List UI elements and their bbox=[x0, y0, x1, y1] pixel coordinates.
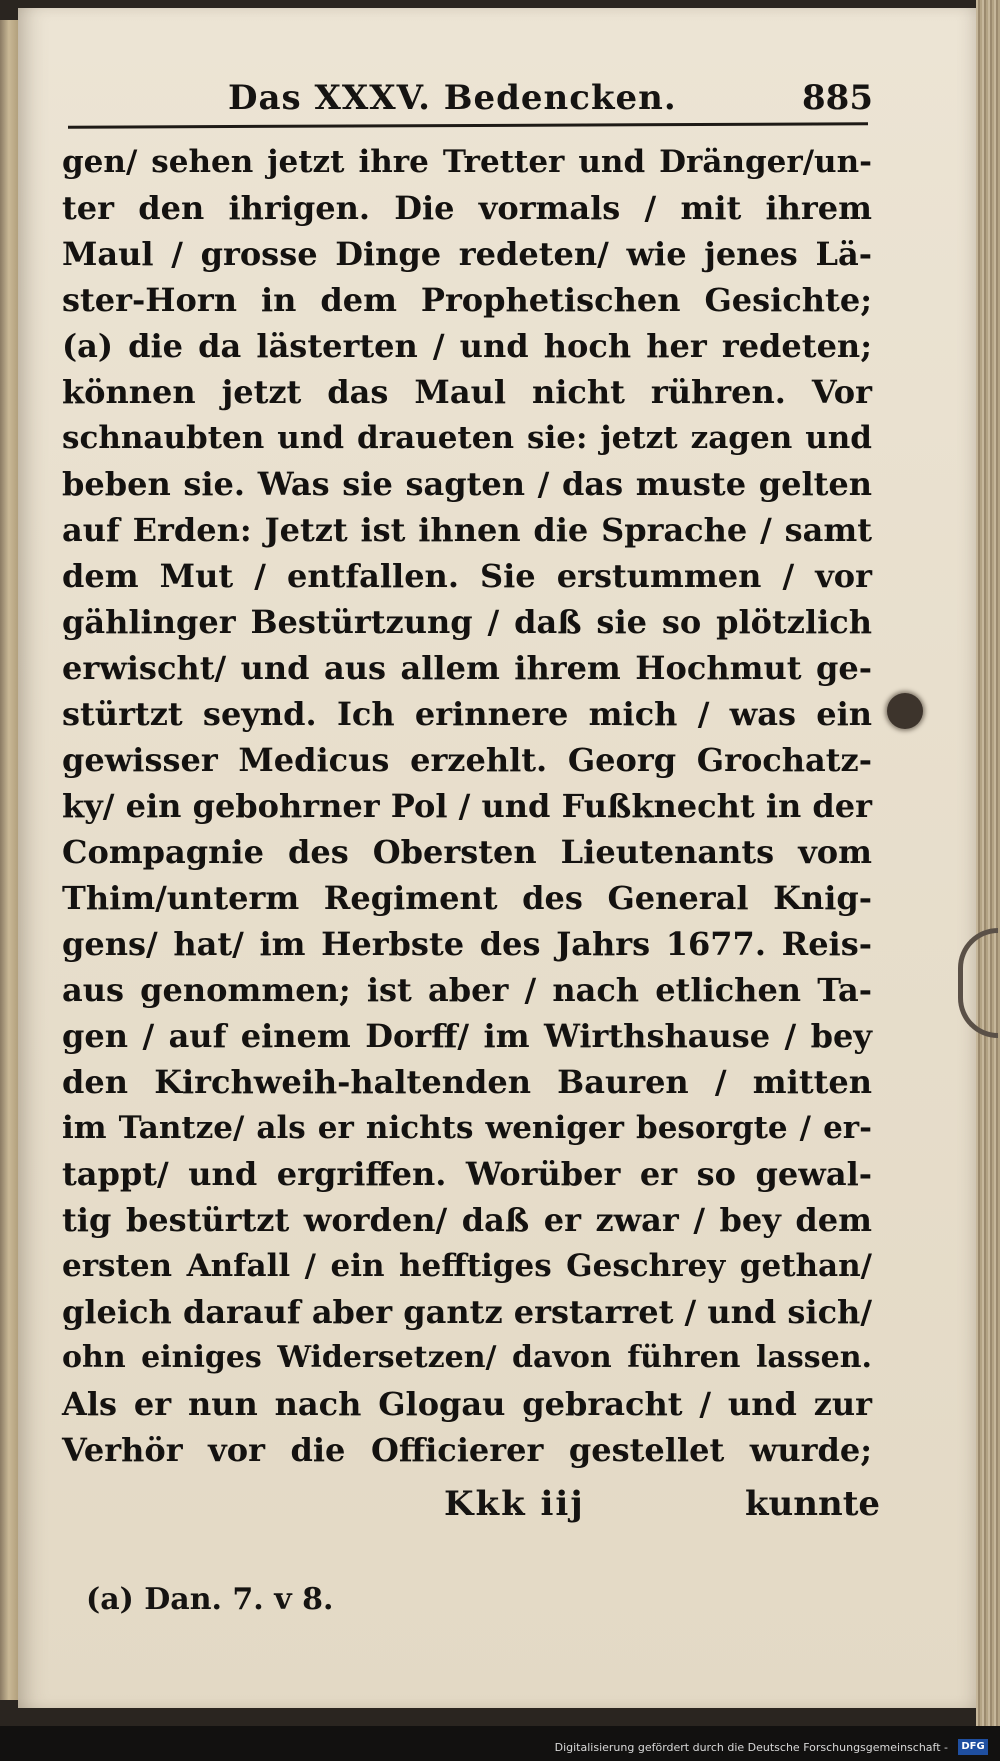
text-line: gens/ hat/ im Herbste des Jahrs 1677. Reis- bbox=[62, 925, 872, 963]
text-line: auf Erden: Jetzt ist ihnen die Sprache / samt bbox=[62, 511, 872, 549]
text-line: ohn einiges Widersetzen/ davon führen lassen. bbox=[62, 1340, 872, 1375]
catchword: kunnte bbox=[745, 1484, 881, 1524]
text-line: gewisser Medicus erzehlt. Georg Grochatz- bbox=[62, 741, 872, 779]
text-line: Verhör vor die Officierer gestellet wurde; bbox=[62, 1431, 872, 1469]
text-line: erwischt/ und aus allem ihrem Hochmut ge- bbox=[62, 649, 872, 687]
paper-hole bbox=[887, 693, 923, 729]
text-line: (a) die da lästerten / und hoch her redeten; bbox=[62, 327, 872, 365]
text-line: ersten Anfall / ein hefftiges Geschrey gethan/ bbox=[62, 1248, 872, 1284]
text-line: gen/ sehen jetzt ihre Tretter und Dränger/un- bbox=[62, 144, 872, 180]
page-stack-edge bbox=[976, 0, 1000, 1730]
running-title: Das XXXV. Bedencken. bbox=[228, 78, 677, 118]
text-line: gählinger Bestürtzung / daß sie so plötzlich bbox=[62, 603, 872, 641]
page-number: 885 bbox=[802, 78, 873, 118]
text-line: ter den ihrigen. Die vormals / mit ihrem bbox=[62, 189, 872, 227]
text-line: ster-Horn in dem Prophetischen Gesichte; bbox=[62, 281, 872, 319]
signature-mark: Kkk iij bbox=[444, 1484, 585, 1524]
text-line: ky/ ein gebohrner Pol / und Fußknecht in der bbox=[62, 787, 872, 825]
text-line: Als er nun nach Glogau gebracht / und zur bbox=[62, 1385, 872, 1423]
text-line: schnaubten und draueten sie: jetzt zagen und bbox=[62, 420, 872, 456]
text-line: im Tantze/ als er nichts weniger besorgte / er- bbox=[62, 1110, 872, 1146]
dfg-logo-icon[interactable]: DFG bbox=[958, 1739, 988, 1755]
text-line: tig bestürtzt worden/ daß er zwar / bey dem bbox=[62, 1201, 872, 1239]
text-line: aus genommen; ist aber / nach etlichen Ta- bbox=[62, 971, 872, 1009]
text-line: tappt/ und ergriffen. Worüber er so gewal- bbox=[62, 1155, 872, 1193]
text-line: gleich darauf aber gantz erstarret / und sich/ bbox=[62, 1293, 872, 1331]
text-line: dem Mut / entfallen. Sie erstummen / vor bbox=[62, 557, 872, 595]
text-line: stürtzt seynd. Ich erinnere mich / was ein bbox=[62, 695, 872, 733]
text-line: beben sie. Was sie sagten / das muste gelten bbox=[62, 465, 872, 503]
text-line: den Kirchweih-haltenden Bauren / mitten bbox=[62, 1063, 872, 1101]
dfg-credit: Digitalisierung gefördert durch die Deutsche Forschungsgemeinschaft - bbox=[554, 1741, 948, 1754]
text-line: Thim/unterm Regiment des General Knig- bbox=[62, 879, 872, 917]
text-line: Maul / grosse Dinge redeten/ wie jenes Lä- bbox=[62, 235, 872, 273]
text-line: Compagnie des Obersten Lieutenants vom bbox=[62, 833, 872, 871]
text-line: können jetzt das Maul nicht rühren. Vor bbox=[62, 373, 872, 411]
text-line: gen / auf einem Dorff/ im Wirthshause / bey bbox=[62, 1017, 872, 1055]
footnote: (a) Dan. 7. v 8. bbox=[86, 1582, 334, 1617]
